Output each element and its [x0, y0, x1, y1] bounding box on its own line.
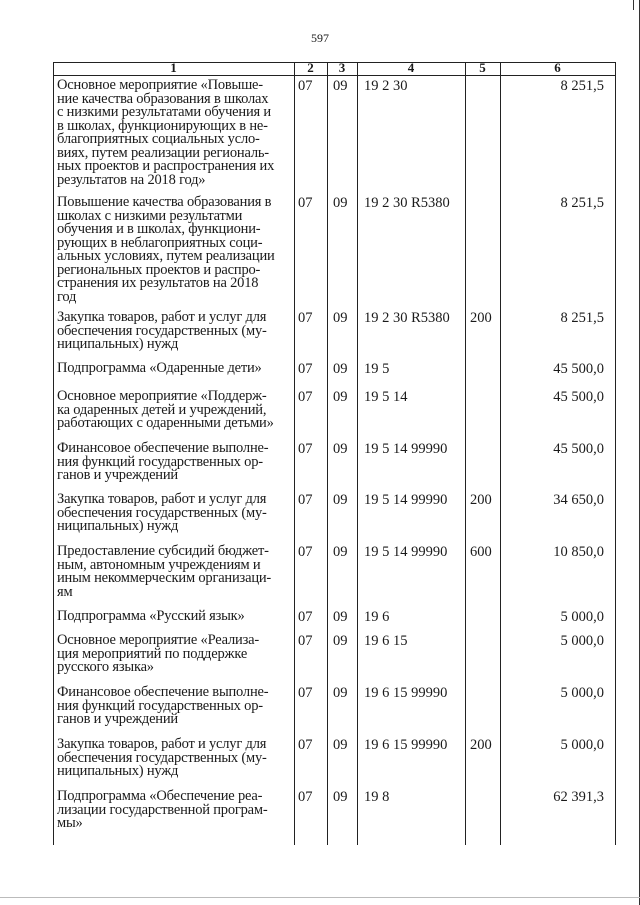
scan-edge-bottom — [0, 897, 640, 898]
column-header-5: 5 — [479, 60, 486, 75]
column-divider-3 — [357, 62, 358, 845]
row-target-code: 19 8 — [364, 789, 390, 805]
row-subsection-code: 09 — [333, 310, 348, 326]
row-amount: 5 000,0 — [560, 737, 604, 753]
row-amount: 8 251,5 — [560, 78, 604, 94]
row-section-code: 07 — [298, 633, 313, 649]
row-subsection-code: 09 — [333, 737, 348, 753]
row-section-code: 07 — [298, 310, 313, 326]
row-amount: 45 500,0 — [553, 389, 604, 405]
scan-corner-mark — [633, 0, 640, 10]
row-target-code: 19 5 14 99990 — [364, 544, 448, 560]
row-amount: 62 391,3 — [553, 789, 604, 805]
row-name: Закупка товаров, работ и услуг для обеспечения государственных (му- ниципальных) нужд — [57, 736, 267, 779]
row-target-code: 19 5 14 99990 — [364, 492, 448, 508]
column-divider-2 — [327, 62, 328, 845]
row-section-code: 07 — [298, 737, 313, 753]
row-section-code: 07 — [298, 492, 313, 508]
row-subsection-code: 09 — [333, 609, 348, 625]
row-name: Закупка товаров, работ и услуг для обеспечения государственных (му- ниципальных) нужд — [57, 491, 267, 534]
row-subsection-code: 09 — [333, 361, 348, 377]
row-amount: 5 000,0 — [560, 685, 604, 701]
row-subsection-code: 09 — [333, 389, 348, 405]
row-expense-type: 200 — [470, 492, 492, 508]
header-bottom-rule — [53, 75, 616, 76]
row-subsection-code: 09 — [333, 78, 348, 94]
row-name: Основное мероприятие «Повыше- ние качества образования в школах с низкими результатами обучения и в школах, функционирующих в не- благоприятных социальных усло- виях, путем реализации региональ- ных проектов и распространения их результатов на 2018 год» — [57, 77, 275, 188]
row-name: Основное мероприятие «Реализа- ция мероприятий по поддержке русского языка» — [57, 632, 260, 675]
row-subsection-code: 09 — [333, 441, 348, 457]
row-amount: 45 500,0 — [553, 441, 604, 457]
row-target-code: 19 5 14 99990 — [364, 441, 448, 457]
column-divider-1 — [294, 62, 295, 845]
row-name: Подпрограмма «Русский язык» — [57, 608, 245, 624]
row-section-code: 07 — [298, 789, 313, 805]
row-name: Основное мероприятие «Поддерж- ка одаренных детей и учреждений, работающих с одаренными детьми» — [57, 388, 274, 431]
row-target-code: 19 5 14 — [364, 389, 408, 405]
column-divider-4 — [465, 62, 466, 845]
row-name: Финансовое обеспечение выполне- ния функций государственных ор- ганов и учреждений — [57, 684, 269, 727]
row-section-code: 07 — [298, 544, 313, 560]
row-section-code: 07 — [298, 361, 313, 377]
table-border-left — [53, 62, 54, 845]
row-target-code: 19 6 — [364, 609, 390, 625]
row-section-code: 07 — [298, 609, 313, 625]
row-subsection-code: 09 — [333, 685, 348, 701]
row-target-code: 19 6 15 99990 — [364, 685, 448, 701]
row-target-code: 19 5 — [364, 361, 390, 377]
row-expense-type: 200 — [470, 737, 492, 753]
page-number: 597 — [311, 31, 329, 45]
row-name: Подпрограмма «Одаренные дети» — [57, 360, 262, 376]
row-section-code: 07 — [298, 685, 313, 701]
row-target-code: 19 6 15 — [364, 633, 408, 649]
row-amount: 5 000,0 — [560, 609, 604, 625]
row-amount: 10 850,0 — [553, 544, 604, 560]
row-amount: 8 251,5 — [560, 195, 604, 211]
row-name: Предоставление субсидий бюджет- ным, автономным учреждениям и иным некоммерческим организаци- ям — [57, 543, 272, 600]
column-header-3: 3 — [338, 60, 346, 75]
row-subsection-code: 09 — [333, 195, 348, 211]
row-name: Финансовое обеспечение выполне- ния функций государственных ор- ганов и учреждений — [57, 440, 269, 483]
row-target-code: 19 6 15 99990 — [364, 737, 448, 753]
column-header-1: 1 — [170, 60, 177, 75]
column-header-4: 4 — [407, 60, 415, 75]
row-section-code: 07 — [298, 195, 313, 211]
row-subsection-code: 09 — [333, 633, 348, 649]
row-amount: 5 000,0 — [560, 633, 604, 649]
row-amount: 8 251,5 — [560, 310, 604, 326]
column-header-6: 6 — [554, 60, 561, 75]
row-target-code: 19 2 30 R5380 — [364, 310, 450, 326]
row-expense-type: 600 — [470, 544, 492, 560]
row-subsection-code: 09 — [333, 492, 348, 508]
row-section-code: 07 — [298, 78, 313, 94]
row-name: Повышение качества образования в школах с низкими результатми обучения и в школах, функциони- рующих в неблагоприятных соци- альных условиях, путем реализации региональных проектов и распро- странения их результатов на 2018 год — [57, 194, 275, 305]
row-subsection-code: 09 — [333, 544, 348, 560]
column-header-2: 2 — [307, 60, 314, 75]
row-subsection-code: 09 — [333, 789, 348, 805]
row-name: Подпрограмма «Обеспечение реа- лизации государственной програм- мы» — [57, 788, 268, 831]
table-border-right — [615, 62, 616, 845]
row-expense-type: 200 — [470, 310, 492, 326]
row-target-code: 19 2 30 — [364, 78, 408, 94]
row-target-code: 19 2 30 R5380 — [364, 195, 450, 211]
row-name: Закупка товаров, работ и услуг для обеспечения государственных (му- ниципальных) нужд — [57, 309, 267, 352]
row-section-code: 07 — [298, 441, 313, 457]
row-section-code: 07 — [298, 389, 313, 405]
column-divider-5 — [500, 62, 501, 845]
row-amount: 45 500,0 — [553, 361, 604, 377]
row-amount: 34 650,0 — [553, 492, 604, 508]
